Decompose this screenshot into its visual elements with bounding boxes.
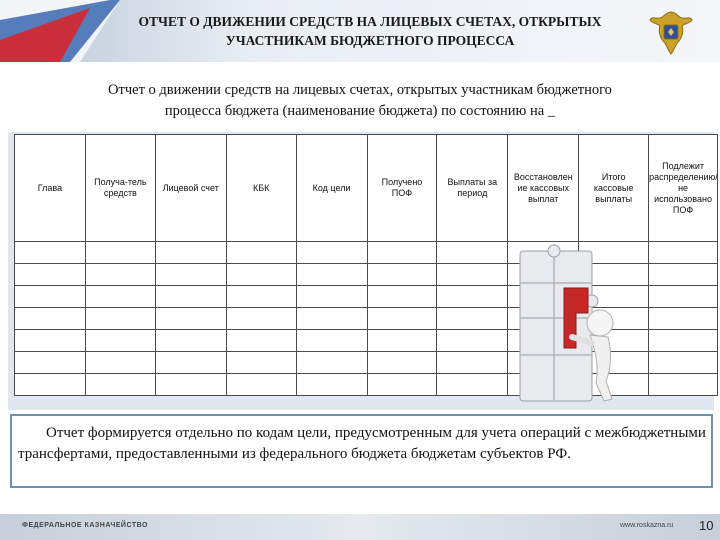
column-header: Получено ПОФ bbox=[367, 135, 437, 242]
column-header: Глава bbox=[15, 135, 86, 242]
treasury-emblem-icon bbox=[648, 8, 694, 58]
title-line-2: УЧАСТНИКАМ БЮДЖЕТНОГО ПРОЦЕССА bbox=[225, 33, 515, 48]
title-line-1: ОТЧЕТ О ДВИЖЕНИИ СРЕДСТВ НА ЛИЦЕВЫХ СЧЕТАХ, ОТКРЫТЫХ bbox=[138, 14, 602, 29]
page-title bbox=[100, 12, 640, 50]
page-number: 10 bbox=[699, 518, 714, 533]
table-header-row bbox=[15, 135, 718, 242]
footer-organization: ФЕДЕРАЛЬНОЕ КАЗНАЧЕЙСТВО bbox=[22, 522, 148, 529]
report-subtitle bbox=[8, 64, 712, 132]
column-header: Итого кассовые выплаты bbox=[579, 135, 649, 242]
column-header: Выплаты за период bbox=[437, 135, 508, 242]
footer-website-link[interactable]: www.roskazna.ru bbox=[620, 522, 674, 529]
note-text: Отчет формируется отдельно по кодам цели, предусмотренным для учета операций с межбюджетными трансфертами, предоставленными из федерального бюджета бюджетам субъектов РФ. bbox=[18, 425, 706, 462]
column-header: Лицевой счет bbox=[155, 135, 226, 242]
slide-header bbox=[0, 0, 720, 62]
column-header: Получа-тель средств bbox=[85, 135, 155, 242]
subtitle-line-1: Отчет о движении средств на лицевых счетах, открытых участникам бюджетного bbox=[108, 82, 612, 98]
column-header: Восстановлен ие кассовых выплат bbox=[508, 135, 579, 242]
puzzle-figure-illustration bbox=[514, 243, 618, 408]
slide-footer bbox=[0, 514, 720, 540]
column-header: Код цели bbox=[296, 135, 367, 242]
column-header: КБК bbox=[226, 135, 296, 242]
subtitle-line-2: процесса бюджета (наименование бюджета) по состоянию на _ bbox=[164, 103, 556, 119]
column-header: Подлежит распределению/не использовано ПОФ bbox=[649, 135, 718, 242]
report-note bbox=[10, 414, 713, 488]
